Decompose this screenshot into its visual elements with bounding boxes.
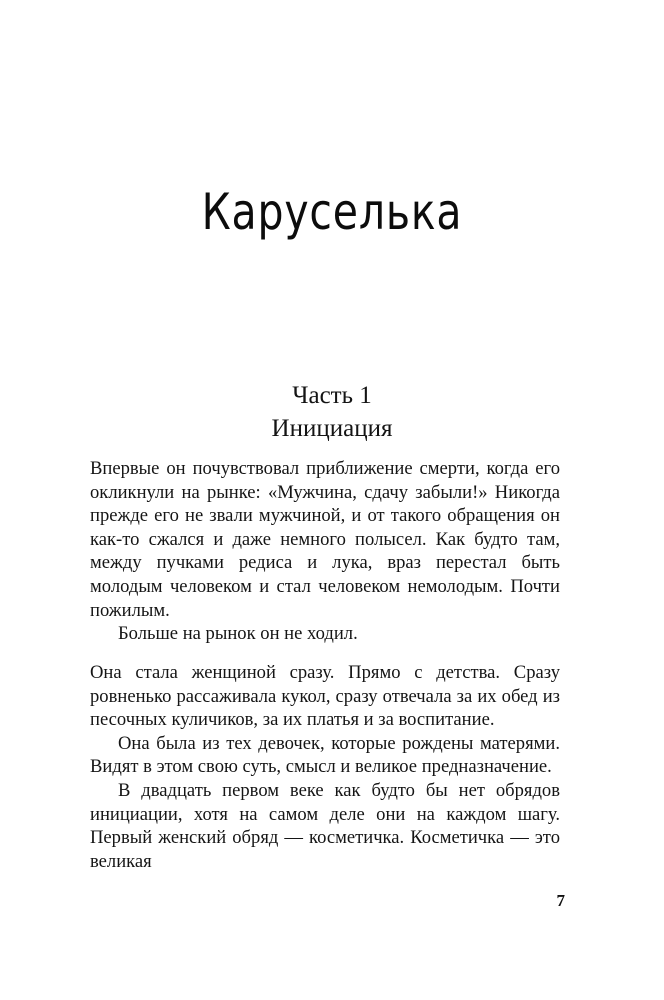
chapter-title: Каруселька (201, 183, 463, 241)
part-title: Инициация (271, 415, 393, 442)
page-number: 7 (556, 891, 565, 910)
text-section-2 (90, 661, 560, 873)
text-section-1 (90, 457, 560, 646)
part-heading (0, 379, 664, 445)
paragraph: Она была из тех девочек, которые рождены матерями. Видят в этом свою суть, смысл и великое предназначение. (90, 732, 560, 778)
part-number: Часть 1 (292, 382, 372, 409)
paragraph: Она стала женщиной сразу. Прямо с детства. Сразу ровненько рассаживала кукол, сразу отвечала за их обед из песочных куличиков, за их платья и за воспитание. (90, 662, 560, 731)
paragraph: Впервые он почувствовал приближение смерти, когда его окликнули на рынке: «Мужчина, сдачу забыли!» Никогда прежде его не звали мужчиной, и от такого обращения он как-то сжался и даже немного полысел. Как будто там, между пучками редиса и лука, враз перестал быть молодым человеком и стал человеком немолодым. Почти пожилым. (90, 458, 560, 621)
paragraph: Больше на рынок он не ходил. (118, 623, 358, 645)
paragraph: В двадцать первом веке как будто бы нет обрядов инициации, хотя на самом деле они на каждом шагу. Первый женский обряд — косметичка. Косметичка — это великая (90, 779, 560, 872)
